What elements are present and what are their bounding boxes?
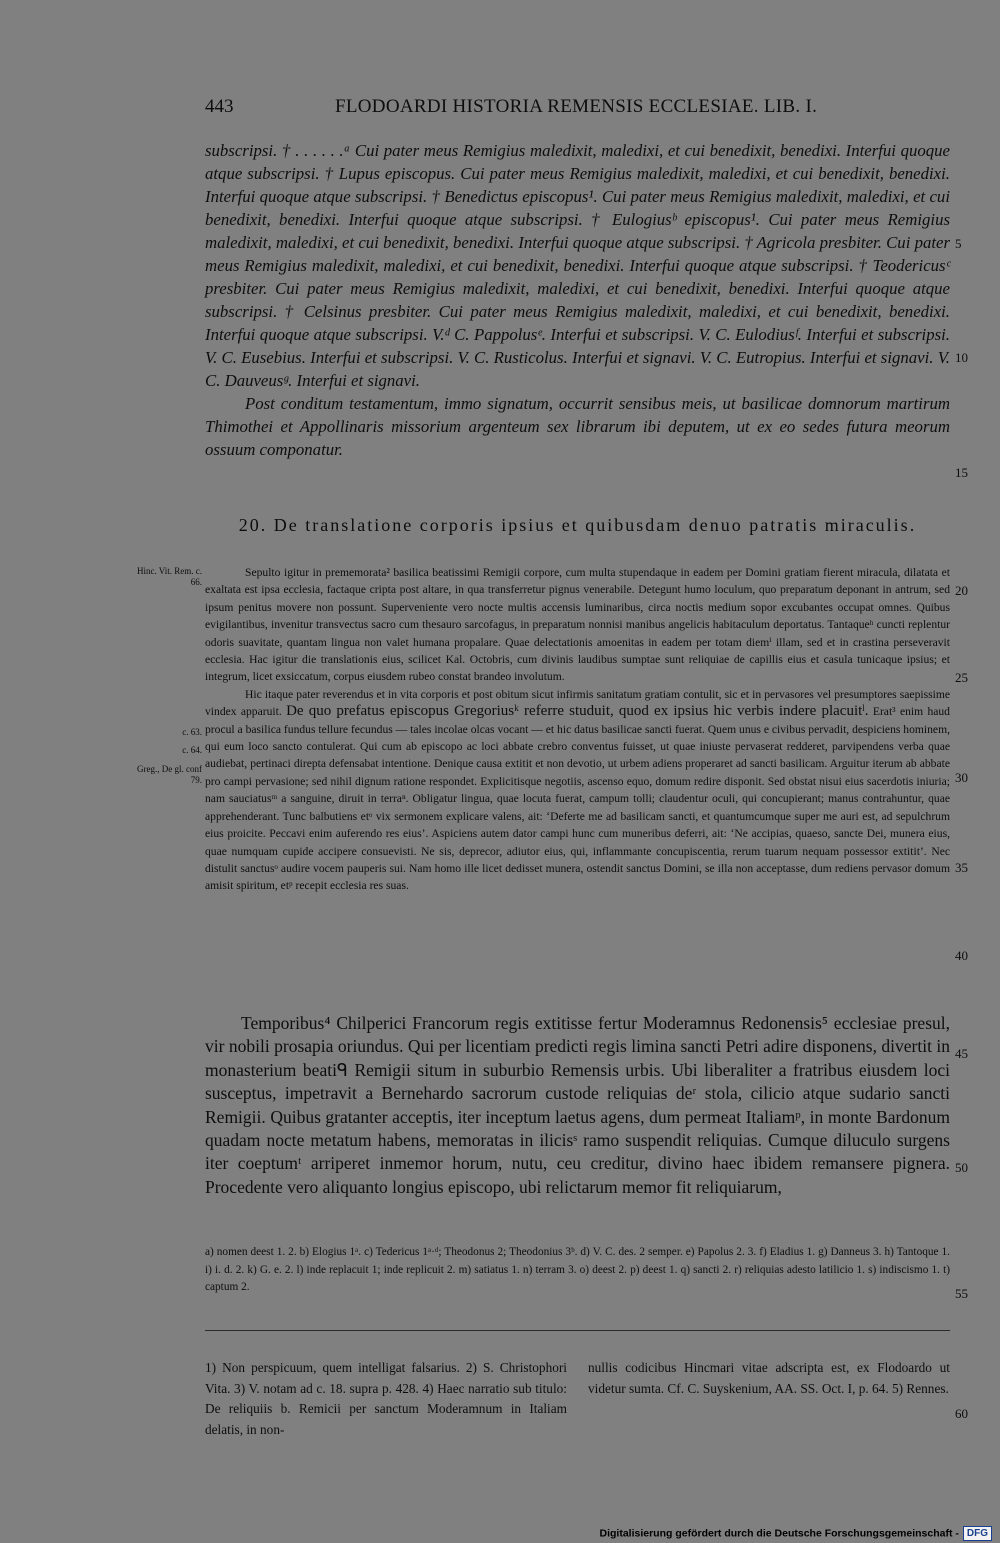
vita-small-text: Erat³ enim haud procul a basilica fundus tellure fecundus — tales incolae olcas vocant — et hic datus basilicae sancti fuerat. Quem unus e civibus pervadit, despiciens hominem, qui eum loco sancto contulerat. Qui cum ab episcopo ac loci abbate crebro conventus fuisset, ut quae iniuste pervaserat redderet, parvipendens verba quae audiebat, pertinaci direpta defensabat intentione. Denique causa extitit et non devotio, ut urbem adiens properaret ad sancti basilicam. Arguitur iterum ab abbate pro campi pervasione; sed nihil dignum ratione respondet. Explicitisque negotiis, ascenso equo, domum redire disponit. Sed obstat nisui eius sacerdotis iniuria; nam sauciatusᵐ a sanguine, diruit in terraⁿ. Obligatur lingua, quae locuta fuerat, campum tolli; claudentur oculi, qui concupierant; manus contrahuntur, quae apprehenderant. Tunc balbutiens etᵒ vix sermonem explicare valens, ait: ‘Deferte me ad basilicam sancti, et quantumcumque super me auri est, ad sepulchrum eius proicite. Peccavi enim auferendo res eius’. Aspiciens autem dator campi hunc cum muneribus deferri, ait: ‘Ne accipias, quaeso, sancte Dei, munera eius, quae numquam cupide accipere consuevisti. Ne sis, deprecor, adiutor eius, qui, inflammante concupiscentia, rerum tuarum nequam possessor extitit’. Nec distulit sanctusᵒ audire vocem pauperis sui. Nam homo ille licet dedisset munera, ostendit sanctus Domini, se illa non acceptasse, dum rediens pervasor domum amisit spiritum, etᵖ recepit ecclesia res suas. xyxy=(205,705,950,893)
line-number: 55 xyxy=(955,1286,968,1301)
page-number: 443 xyxy=(205,96,234,117)
footnote-column-right: nullis codicibus Hincmari vitae adscripta est, ex Flodoardo ut videtur sumta. Cf. C. Suyskenium, AA. SS. Oct. I, p. 64. 5) Rennes. xyxy=(588,1360,950,1396)
line-number: 15 xyxy=(955,465,968,480)
margin-note: Hinc. Vit. Rem. c. 66. xyxy=(136,566,202,587)
footnote-column-left: 1) Non perspicuum, quem intelligat falsarius. 2) S. Christophori Vita. 3) V. notam ad c. 18. supra p. 428. 4) Haec narratio sub titulo: De reliquiis b. Remicii per sanctum Moderamnum in Italiam delatis, in non- xyxy=(205,1360,567,1437)
line-number: 35 xyxy=(955,860,968,875)
charter-paragraph: subscripsi. † . . . . . .ᵃ Cui pater meus Remigius maledixit, maledixi, et cui benedixit, benedixi. Interfui quoque atque subscripsi. † Lupus episcopus. Cui pater meus Remigius maledixit, maledixi, et cui benedixit, benedixi. Interfui quoque atque subscripsi. † Benedictus episcopus¹. Cui pater meus Remigius maledixit, maledixi, et cui benedixit, benedixi. Interfui quoque atque subscripsi. † Eulogiusᵇ episcopus¹. Cui pater meus Remigius maledixit, maledixi, et cui benedixit, benedixi. Interfui quoque atque subscripsi. † Agricola presbiter. Cui pater meus Remigius maledixit, maledixi, et cui benedixit, benedixi. Interfui quoque atque subscripsi. † Teodericusᶜ presbiter. Cui pater meus Remigius maledixit, maledixi, et cui benedixit, benedixi. Interfui quoque atque subscripsi. † Celsinus presbiter. Cui pater meus Remigius maledixit, maledixi, et cui benedixit, benedixi. Interfui quoque atque subscripsi. V.ᵈ C. Pappolusᵉ. Interfui et subscripsi. V. C. Eulodiusᶠ. Interfui et subscripsi. V. C. Eusebius. Interfui et subscripsi. V. C. Rusticolus. Interfui et signavi. V. C. Eutropius. Interfui et signavi. V. C. Dauveusᵍ. Interfui et signavi. xyxy=(205,141,950,390)
charter-paragraph: Post conditum testamentum, immo signatum, occurrit sensibus meis, ut basilicae domnorum martirum Thimothei et Appollinaris missorium argenteum sex librarum ibi deputem, ut ex eo sedes futura meorum ossuum componatur. xyxy=(205,394,950,459)
footnote-divider xyxy=(205,1330,950,1331)
line-number: 45 xyxy=(955,1046,968,1061)
digitization-credit xyxy=(600,1526,993,1541)
line-number: 10 xyxy=(955,350,968,365)
narrative-paragraph: Temporibus⁴ Chilperici Francorum regis extitisse fertur Moderamnus Redonensis⁵ ecclesiae presul, vir nobili prosapia oriundus. Qui per licentiam predicti regis limina sancti Petri adire disponens, divertit in monasterium beatiᑫ Remigii situm in suburbio Remensis urbis. Ubi liberaliter a fratribus eiusdem loci susceptus, impetravit a Bernehardo sacrorum custode reliquias deʳ stola, cilicio atque sudario sancti Remigii. Quibus gratanter acceptis, iter inceptum laetus agens, dum permeat Italiamᵖ, in monte Bardonum quadam nocte metatum habens, memoratas in ilicisˢ ramo suspendit reliquias. Cumque diluculo surgens iter coeptumᵗ arriperet inmemor horum, nutu, ceu creditur, divino haec ibidem remansere pignera. Procedente vero aliquanto longius episcopo, ubi relictarum memor fit reliquiarum, xyxy=(205,1013,950,1197)
line-number: 5 xyxy=(955,236,962,251)
footnotes xyxy=(205,1358,950,1437)
apparatus-notes: a) nomen deest 1. 2. b) Elogius 1ᵃ. c) Tedericus 1ᵃ·ᵈ; Theodonus 2; Theodonius 3ᵇ. d) V. C. des. 2 semper. e) Papolus 2. 3. f) Eladius 1. g) Danneus 3. h) Tantoque 1. i) i. d. 2. k) G. e. 2. l) inde replacuit 1; inde replicuit 2. m) satiatus 1. n) terram 3. o) deest 2. p) deest 1. q) sancti 2. r) reliquias adesto latilicio 1. s) indiscismo 1. t) captum 2. xyxy=(205,1246,950,1294)
vita-small-text: Hic itaque pater reverendus et in vita corporis et post obitum sicut infirmis sanitatum gratiam contulit, sic et in pervasores vel presumptores saepissime vindex apparuit. xyxy=(205,687,950,719)
vita-paragraph xyxy=(205,686,950,895)
page-header xyxy=(205,96,950,122)
vita-paragraph: Sepulto igitur in prememorata² basilica beatissimi Remigii corpore, cum multa stupendaque in eadem per Domini gratiam fierent miracula, dilatata et exaltata est ipsa ecclesia, factaque cripta post altare, in qua transferretur pignus venerabile. Detegunt humo loculum, quo preparatum deponant in antrum, sed ipsum penitus movere non possunt. Superveniente vero nocte multis accensis luminaribus, circa noctis medium sopor excubantes occupat omnes. Quibus evigilantibus, invenitur transvectus sacro cum thesauro sarcofagus, in preparatum nonnisi manibus angelicis habitaculum deportatus. Tantaqueʰ cuncti replentur odoris suavitate, quantam lingua non valet humana propalare. Quae delectationis amoenitas in eadem per totam diemⁱ illam, sed et in crastina perseveravit ecclesia. Hac igitur die translationis eius, scilicet Kal. Octobris, cum divinis laudibus sumptae sunt reliquiae de capillis eius et casula tunicaque ipsius; et integrum, licet exsiccatum, corpus eiusdem rubeo constat brandeo involutum. xyxy=(205,566,950,684)
vita-large-text: De quo prefatus episcopus Gregoriusᵏ referre studuit, quod ex ipsius hic verbis indere placuitˡ. xyxy=(286,703,869,720)
narrative-text xyxy=(205,1012,950,1222)
line-number: 50 xyxy=(955,1160,968,1175)
line-number: 20 xyxy=(955,583,968,598)
chapter-heading: 20. De translatione corporis ipsius et quibusdam denuo patratis miraculis. xyxy=(238,515,917,535)
critical-apparatus xyxy=(205,1244,950,1316)
margin-note: Greg., De gl. conf 79. xyxy=(137,764,202,785)
line-number: 25 xyxy=(955,670,968,685)
dfg-logo: DFG xyxy=(963,1526,992,1541)
margin-note: c. 64. xyxy=(182,745,202,755)
line-number: 30 xyxy=(955,770,968,785)
line-number: 40 xyxy=(955,948,968,963)
running-title: FLODOARDI HISTORIA REMENSIS ECCLESIAE. LIB. I. xyxy=(335,96,818,117)
line-number: 60 xyxy=(955,1406,968,1421)
margin-note: c. 63. xyxy=(182,727,202,737)
vita-text xyxy=(205,564,950,1009)
charter-text xyxy=(205,139,950,507)
digitization-note: Digitalisierung gefördert durch die Deutsche Forschungsgemeinschaft - xyxy=(599,1527,959,1540)
